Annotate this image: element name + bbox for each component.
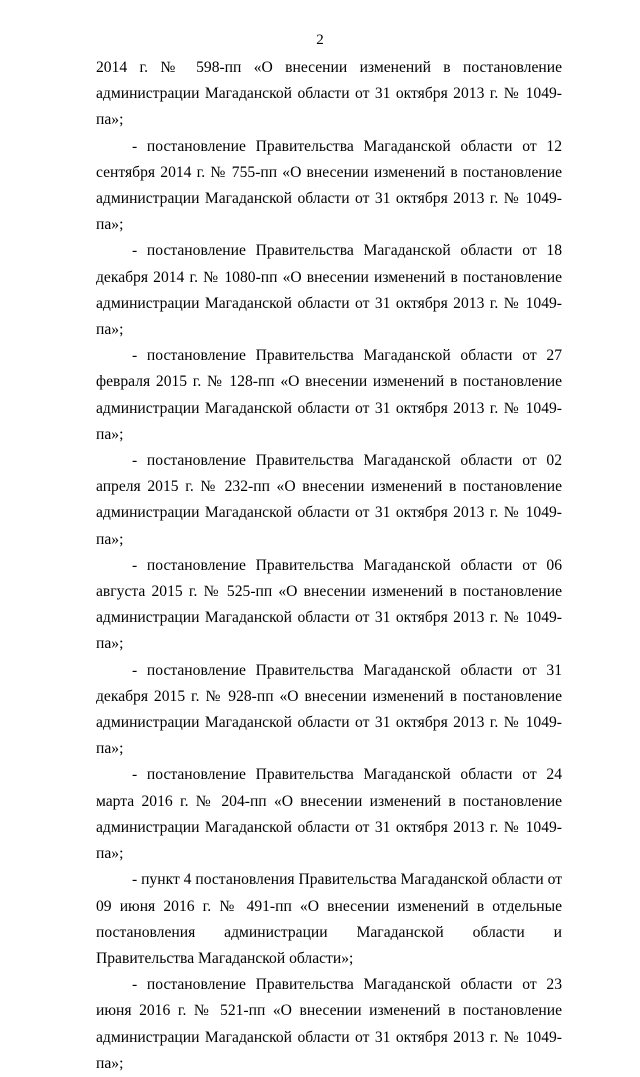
list-item-resolution: - постановление Правительства Магаданской области от 18 декабря 2014 г. № 1080-пп «О внесении изменений в постановление администрации Магаданской области от 31 октября 2013 г. № 1049-па»; (96, 242, 562, 339)
list-item-resolution: - постановление Правительства Магаданской области от 02 апреля 2015 г. № 232-пп «О внесении изменений в постановление администрации Магаданской области от 31 октября 2013 г. № 1049-па»; (96, 452, 562, 548)
list-item-resolution: - постановление Правительства Магаданской области от 27 февраля 2015 г. № 128-пп «О внесении изменений в постановление администрации Магаданской области от 31 октября 2013 г. № 1049-па»; (96, 347, 562, 443)
page-number: 2 (316, 32, 324, 48)
document-body (96, 55, 562, 1077)
list-item-resolution: - пункт 4 постановления Правительства Магаданской области от 09 июня 2016 г. № 491-пп «О внесении изменений в отдельные постановления администрации Магаданской области и Правительства Магаданской области»; (96, 871, 563, 967)
paragraph-continuation: 2014 г. № 598-пп «О внесении изменений в постановление администрации Магаданской области от 31 октября 2013 г. № 1049-па»; (96, 59, 562, 129)
list-item-resolution: - постановление Правительства Магаданской области от 06 августа 2015 г. № 525-пп «О внесении изменений в постановление администрации Магаданской области от 31 октября 2013 г. № 1049-па»; (96, 556, 562, 653)
list-item-resolution: - постановление Правительства Магаданской области от 31 декабря 2015 г. № 928-пп «О внесении изменений в постановление администрации Магаданской области от 31 октября 2013 г. № 1049-па»; (96, 661, 562, 758)
list-item-resolution: - постановление Правительства Магаданской области от 24 марта 2016 г. № 204-пп «О внесении изменений в постановление администрации Магаданской области от 31 октября 2013 г. № 1049-па»; (96, 766, 562, 863)
list-item-resolution: - постановление Правительства Магаданской области от 12 сентября 2014 г. № 755-пп «О внесении изменений в постановление администрации Магаданской области от 31 октября 2013 г. № 1049-па»; (96, 137, 562, 234)
list-item-resolution: - постановление Правительства Магаданской области от 23 июня 2016 г. № 521-пп «О внесении изменений в постановление администрации Магаданской области от 31 октября 2013 г. № 1049-па»; (96, 976, 562, 1072)
